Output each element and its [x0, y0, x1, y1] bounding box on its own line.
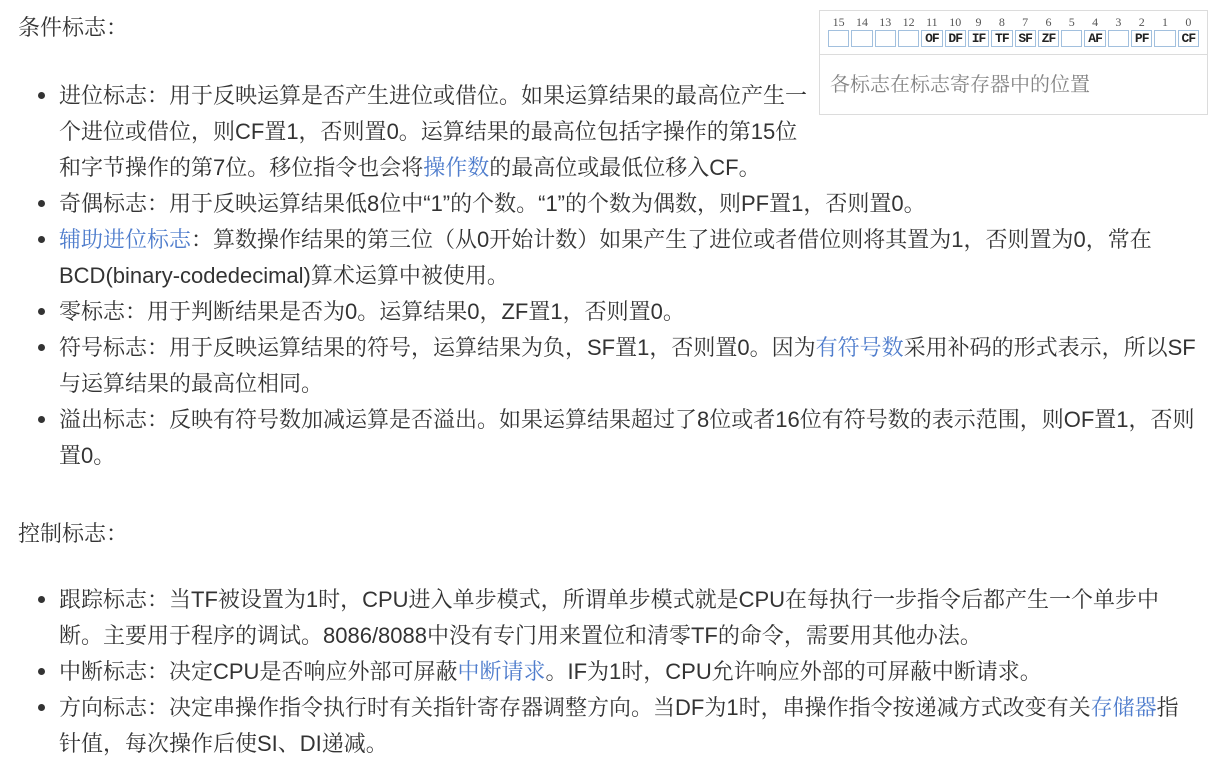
list-item-text [59, 78, 807, 186]
bit-number: 14 [855, 15, 868, 29]
text-segment: 采用补码的形式表示，所以SF与运算结果的最高位相同。 [59, 335, 1196, 396]
flag-cell-empty [898, 30, 919, 47]
text-segment: 方向标志：决定串操作指令执行时有关指针寄存器调整方向。当DF为1时，串操作指令按递减方式改变有关 [59, 695, 1091, 720]
flag-cell-empty [828, 30, 849, 47]
bullet-icon [38, 654, 59, 675]
section-title-control-flags: 控制标志： [18, 521, 129, 546]
bullet-icon [38, 402, 59, 423]
list-item-text [59, 294, 1197, 330]
bullet-icon [38, 294, 59, 315]
flag-cell-df: DF [945, 30, 966, 47]
text-segment: 。IF为1时，CPU允许响应外部的可屏蔽中断请求。 [545, 659, 1042, 684]
control-flags-list [18, 582, 1197, 762]
flag-cell-of: OF [921, 30, 942, 47]
bit-number: 5 [1068, 15, 1075, 29]
flag-cell-sf: SF [1015, 30, 1036, 47]
list-item-parity-flag [38, 186, 1197, 222]
bit-number: 0 [1185, 15, 1192, 29]
text-segment: 中断标志：决定CPU是否响应外部可屏蔽 [59, 659, 458, 684]
text-segment: 指针值，每次操作后使SI、DI递减。 [59, 695, 1179, 756]
flag-cell-zf: ZF [1038, 30, 1059, 47]
list-item-text [59, 186, 1197, 222]
flag-cell-af: AF [1084, 30, 1105, 47]
bit-number: 13 [879, 15, 892, 29]
text-segment: 跟踪标志：当TF被设置为1时，CPU进入单步模式，所谓单步模式就是CPU在每执行一步指令后都产生一个单步中断。主要用于程序的调试。8086/8088中没有专门用来置位和清零TF的命令，需要用其他办法。 [59, 587, 1160, 648]
text-segment: 进位标志：用于反映运算是否产生进位或借位。如果运算结果的最高位产生一个进位或借位，则CF置1，否则置0。运算结果的最高位包括字操作的第15位和字节操作的第7位。移位指令也会将 [59, 83, 808, 180]
inline-link[interactable]: 存储器 [1090, 695, 1157, 720]
bit-number: 9 [975, 15, 982, 29]
text-segment: 溢出标志：反映有符号数加减运算是否溢出。如果运算结果超过了8位或者16位有符号数的表示范围，则OF置1，否则置0。 [59, 407, 1195, 468]
flag-cell-cf: CF [1178, 30, 1199, 47]
list-item-direction-flag [38, 690, 1197, 762]
section-title-condition-flags: 条件标志： [18, 15, 129, 40]
text-segment: ：算数操作结果的第三位（从0开始计数）如果产生了进位或者借位则将其置为1，否则置为0，常在BCD(binary-codedecimal)算术运算中被使用。 [59, 227, 1152, 288]
list-item-text [59, 582, 1197, 654]
list-item-text [59, 654, 1197, 690]
flag-cell-pf: PF [1131, 30, 1152, 47]
flag-cell-empty [1108, 30, 1129, 47]
inline-link[interactable]: 有符号数 [815, 335, 904, 360]
list-item-zero-flag [38, 294, 1197, 330]
flag-cell-tf: TF [991, 30, 1012, 47]
list-item-overflow-flag [38, 402, 1197, 474]
inline-link[interactable]: 操作数 [423, 155, 490, 180]
text-segment: 奇偶标志：用于反映运算结果低8位中“1”的个数。“1”的个数为偶数，则PF置1，否则置0。 [59, 191, 926, 216]
text-segment: 零标志：用于判断结果是否为0。运算结果0，ZF置1，否则置0。 [59, 299, 685, 324]
flag-register-figure [819, 10, 1208, 115]
flag-cell-empty [875, 30, 896, 47]
list-item-text [59, 330, 1197, 402]
condition-flags-list [18, 78, 1197, 474]
flag-cell-if: IF [968, 30, 989, 47]
bit-number: 4 [1092, 15, 1099, 29]
flag-cell-empty [1154, 30, 1175, 47]
list-item-interrupt-flag [38, 654, 1197, 690]
bullet-icon [38, 330, 59, 351]
list-item-text [59, 690, 1197, 762]
bit-number: 3 [1115, 15, 1122, 29]
list-item-auxiliary-carry-flag [38, 222, 1197, 294]
bit-number: 7 [1022, 15, 1029, 29]
bullet-icon [38, 186, 59, 207]
bit-number: 1 [1162, 15, 1169, 29]
bullet-icon [38, 78, 59, 99]
text-segment: 符号标志：用于反映运算结果的符号，运算结果为负，SF置1，否则置0。因为 [59, 335, 816, 360]
text-segment: 的最高位或最低位移入CF。 [489, 155, 761, 180]
bit-number: 8 [998, 15, 1005, 29]
bit-number: 11 [926, 15, 938, 29]
bullet-icon [38, 690, 59, 711]
bit-number: 10 [949, 15, 962, 29]
inline-link[interactable]: 辅助进位标志 [59, 227, 192, 252]
bit-number: 6 [1045, 15, 1052, 29]
bit-number: 15 [832, 15, 845, 29]
bullet-icon [38, 222, 59, 243]
flag-cell-row [827, 30, 1200, 47]
figure-caption: 各标志在标志寄存器中的位置 [830, 74, 1090, 96]
list-item-text [59, 402, 1197, 474]
bullet-icon [38, 582, 59, 603]
bit-number-row [827, 14, 1200, 30]
flag-cell-empty [1061, 30, 1082, 47]
flag-cell-empty [851, 30, 872, 47]
bit-number: 2 [1138, 15, 1145, 29]
list-item-sign-flag [38, 330, 1197, 402]
bit-number: 12 [902, 15, 915, 29]
inline-link[interactable]: 中断请求 [457, 659, 546, 684]
list-item-trap-flag [38, 582, 1197, 654]
list-item-text [59, 222, 1197, 294]
flag-register-diagram [820, 11, 1207, 55]
